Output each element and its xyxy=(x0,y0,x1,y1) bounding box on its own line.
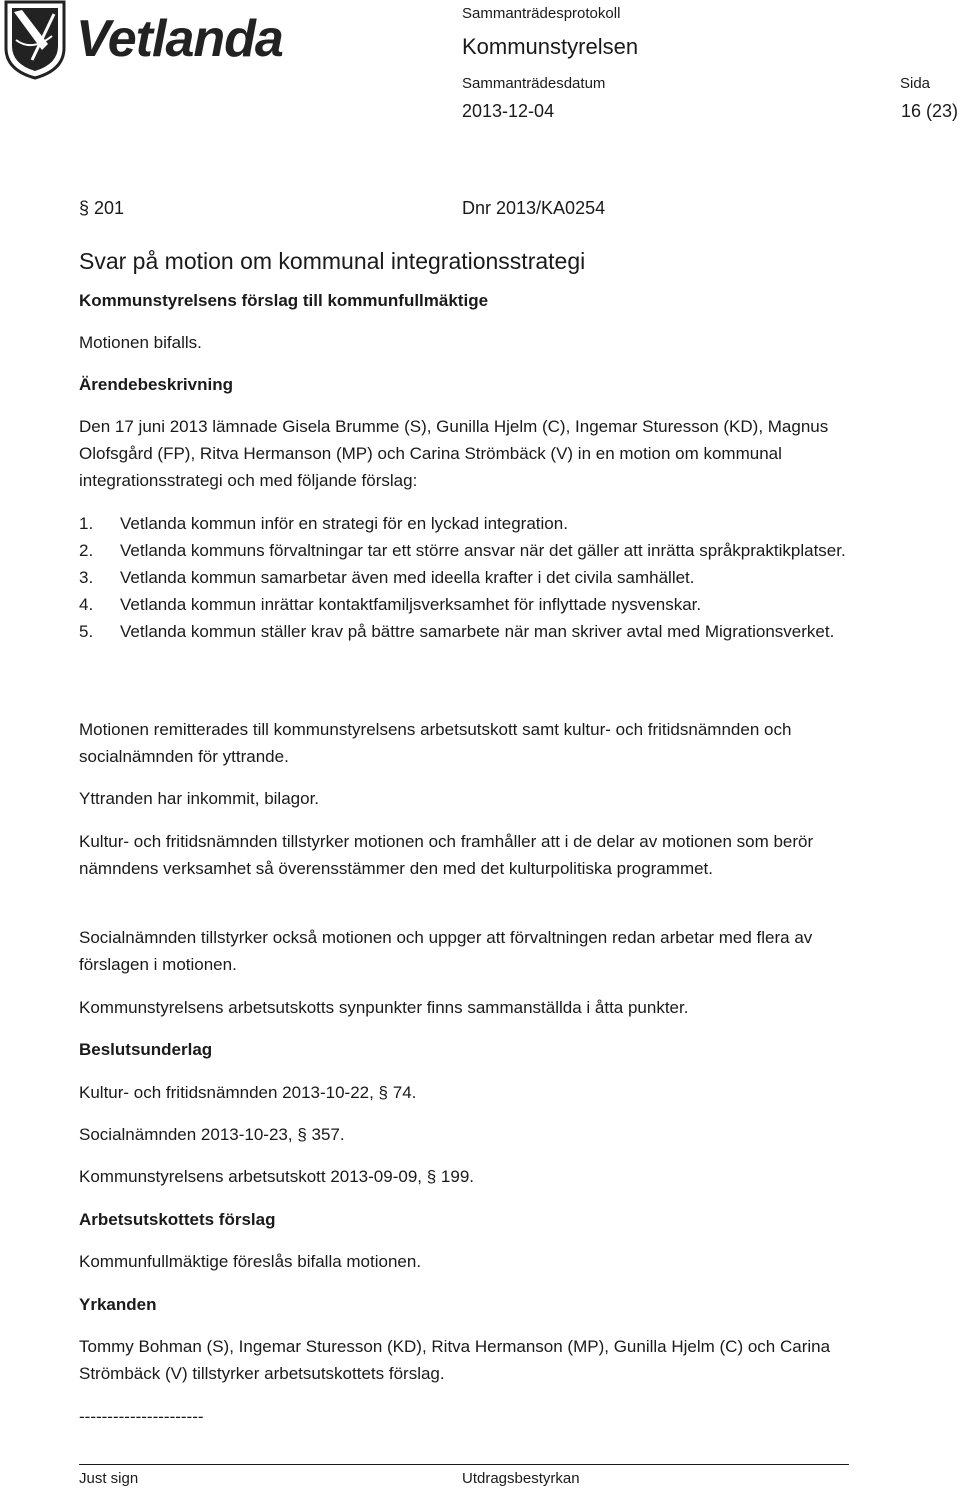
list-item xyxy=(79,564,879,591)
paragraph-social: Socialnämnden tillstyrker också motionen och uppger att förvaltningen redan arbetar med flera av förslagen i motionen. xyxy=(79,928,813,974)
meeting-date: 2013-12-04 xyxy=(462,101,555,121)
date-label: Sammanträdesdatum xyxy=(462,75,606,92)
paragraph-culture: Kultur- och fritidsnämnden tillstyrker motionen och framhåller att i de delar av motionen som berör nämndens verksamhet så överensstämmer den med det kulturpolitiska programmet. xyxy=(79,832,814,878)
committee-heading: Arbetsutskottets förslag xyxy=(79,1210,276,1229)
list-item xyxy=(79,618,879,645)
claims-heading: Yrkanden xyxy=(79,1295,157,1314)
separator: ---------------------- xyxy=(79,1407,204,1426)
page-number: 16 (23) xyxy=(900,101,958,121)
description-heading: Ärendebeskrivning xyxy=(79,375,233,394)
footer-divider xyxy=(79,1464,849,1465)
list-item xyxy=(79,537,879,564)
list-item-number: 5. xyxy=(79,622,94,641)
paragraph-responses: Yttranden har inkommit, bilagor. xyxy=(79,789,320,808)
issuing-body: Kommunstyrelsen xyxy=(462,34,639,59)
basis-item: Socialnämnden 2013-10-23, § 357. xyxy=(79,1125,345,1144)
list-item-number: 1. xyxy=(79,514,94,533)
proposal-list xyxy=(79,510,879,645)
description-intro: Den 17 juni 2013 lämnade Gisela Brumme (S), Gunilla Hjelm (C), Ingemar Sturesson (KD), Magnus Olofsgård (FP), Ritva Hermanson (MP) och Carina Strömbäck (V) in en motion om kommunal integrationsstrategi och med följande förslag: xyxy=(79,417,829,490)
committee-text: Kommunfullmäktige föreslås bifalla motionen. xyxy=(79,1252,422,1271)
footer-certification: Utdragsbestyrkan xyxy=(462,1470,580,1487)
list-item-text: Vetlanda kommun inrättar kontaktfamiljsverksamhet för inflyttade nysvenskar. xyxy=(120,595,702,614)
list-item-number: 4. xyxy=(79,595,94,614)
list-item xyxy=(79,591,879,618)
footer-signature: Just sign xyxy=(79,1470,139,1487)
case-number: § 201 xyxy=(79,198,125,218)
coat-of-arms-icon xyxy=(6,2,64,78)
page-label: Sida xyxy=(900,75,931,92)
doc-type: Sammanträdesprotokoll xyxy=(462,5,621,22)
basis-heading: Beslutsunderlag xyxy=(79,1040,213,1059)
list-item-text: Vetlanda kommun ställer krav på bättre samarbete när man skriver avtal med Migrationsverket. xyxy=(120,622,835,641)
list-item-text: Vetlanda kommuns förvaltningar tar ett större ansvar när det gäller att inrätta språkpraktikplatser. xyxy=(120,541,846,560)
paragraph-referral: Motionen remitterades till kommunstyrelsens arbetsutskott samt kultur- och fritidsnämnden och socialnämnden för yttrande. xyxy=(79,720,792,766)
list-item-text: Vetlanda kommun inför en strategi för en lyckad integration. xyxy=(120,514,568,533)
proposal-text: Motionen bifalls. xyxy=(79,333,202,352)
page-title: Svar på motion om kommunal integrationsstrategi xyxy=(79,248,586,274)
list-item-text: Vetlanda kommun samarbetar även med ideella krafter i det civila samhället. xyxy=(120,568,695,587)
paragraph-committee-views: Kommunstyrelsens arbetsutskotts synpunkter finns sammanställda i åtta punkter. xyxy=(79,998,689,1017)
basis-item: Kommunstyrelsens arbetsutskott 2013-09-09, § 199. xyxy=(79,1167,474,1186)
list-item-number: 2. xyxy=(79,541,94,560)
claims-text: Tommy Bohman (S), Ingemar Sturesson (KD), Ritva Hermanson (MP), Gunilla Hjelm (C) och Carina Strömbäck (V) tillstyrker arbetsutskottets förslag. xyxy=(79,1337,831,1383)
list-item-number: 3. xyxy=(79,568,94,587)
proposal-heading: Kommunstyrelsens förslag till kommunfullmäktige xyxy=(79,291,489,310)
logo-wordmark: Vetlanda xyxy=(76,10,283,68)
list-item xyxy=(79,510,879,537)
basis-item: Kultur- och fritidsnämnden 2013-10-22, § 74. xyxy=(79,1083,417,1102)
case-dnr: Dnr 2013/KA0254 xyxy=(462,198,606,218)
vetlanda-logo xyxy=(2,0,294,80)
